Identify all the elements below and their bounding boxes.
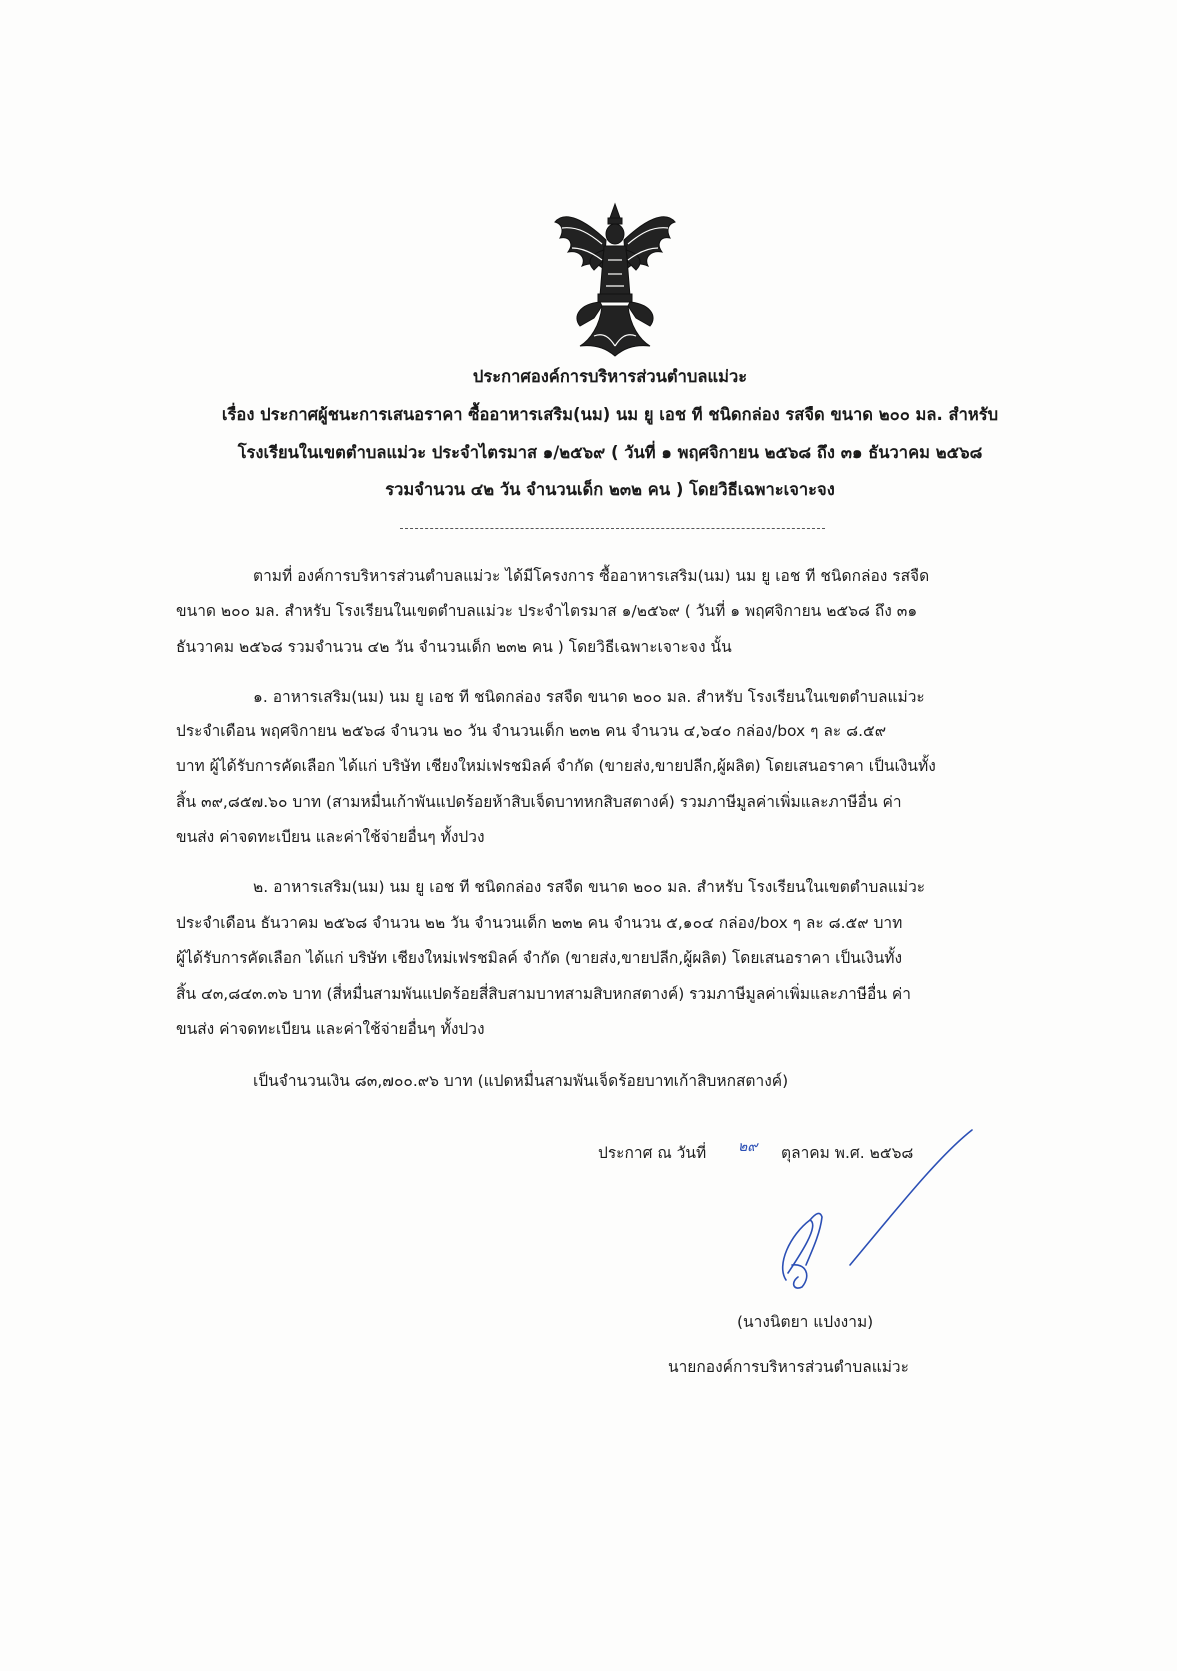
total-amount-line: เป็นจำนวนเงิน ๘๓,๗๐๐.๙๖ บาท (แปดหมื่นสามพันเจ็ดร้อยบาทเก้าสิบหกสตางค์) — [253, 1072, 789, 1090]
item1-line-1: ๑. อาหารเสริม(นม) นม ยู เอช ที ชนิดกล่อง รสจืด ขนาด ๒๐๐ มล. สำหรับ โรงเรียนในเขตตำบลแม่วะ — [253, 688, 925, 706]
item1-line-5: ขนส่ง ค่าจดทะเบียน และค่าใช้จ่ายอื่นๆ ทั้งปวง — [176, 828, 485, 846]
signer-position: นายกองค์การบริหารส่วนตำบลแม่วะ — [668, 1358, 909, 1376]
item2-line-2: ประจำเดือน ธันวาคม ๒๕๖๘ จำนวน ๒๒ วัน จำนวนเด็ก ๒๓๒ คน จำนวน ๕,๑๐๔ กล่อง/box ๆ ละ ๘.๕๙ บาท — [176, 914, 903, 932]
subject-line-3: รวมจำนวน ๔๒ วัน จำนวนเด็ก ๒๓๒ คน ) โดยวิธีเฉพาะเจาะจง — [385, 480, 835, 499]
signer-name: (นางนิตยา แปงงาม) — [737, 1313, 874, 1331]
announce-day: ๒๙ — [738, 1139, 758, 1155]
subject-line-2: โรงเรียนในเขตตำบลแม่วะ ประจำไตรมาส ๑/๒๕๖๙ ( วันที่ ๑ พฤศจิกายน ๒๕๖๘ ถึง ๓๑ ธันวาคม ๒๕๖๘ — [237, 443, 983, 462]
item1-line-2: ประจำเดือน พฤศจิกายน ๒๕๖๘ จำนวน ๒๐ วัน จำนวนเด็ก ๒๓๒ คน จำนวน ๔,๖๔๐ กล่อง/box ๆ ละ ๘.๕๙ — [176, 722, 887, 740]
item2-line-4: สิ้น ๔๓,๘๔๓.๓๖ บาท (สี่หมื่นสามพันแปดร้อยสี่สิบสามบาทสามสิบหกสตางค์) รวมภาษีมูลค่าเพิ่มและภาษีอื่น ค่า — [176, 985, 911, 1003]
intro-line-2: ขนาด ๒๐๐ มล. สำหรับ โรงเรียนในเขตตำบลแม่วะ ประจำไตรมาส ๑/๒๕๖๙ ( วันที่ ๑ พฤศจิกายน ๒๕๖๘ ถึง ๓๑ — [176, 602, 918, 620]
garuda-emblem-icon — [550, 200, 680, 360]
intro-line-3: ธันวาคม ๒๕๖๘ รวมจำนวน ๔๒ วัน จำนวนเด็ก ๒๓๒ คน ) โดยวิธีเฉพาะเจาะจง นั้น — [176, 638, 732, 656]
header-divider — [400, 528, 825, 529]
document-header — [150, 360, 1070, 510]
item1-line-4: สิ้น ๓๙,๘๕๗.๖๐ บาท (สามหมื่นเก้าพันแปดร้อยห้าสิบเจ็ดบาทหกสิบสตางค์) รวมภาษีมูลค่าเพิ่มและภาษีอื่น ค่า — [176, 793, 902, 811]
subject-line-1: เรื่อง ประกาศผู้ชนะการเสนอราคา ซื้ออาหารเสริม(นม) นม ยู เอช ที ชนิดกล่อง รสจืด ขนาด ๒๐๐ มล. สำหรับ — [221, 405, 999, 424]
item2-line-5: ขนส่ง ค่าจดทะเบียน และค่าใช้จ่ายอื่นๆ ทั้งปวง — [176, 1020, 485, 1038]
item1-line-3: บาท ผู้ได้รับการคัดเลือก ได้แก่ บริษัท เชียงใหม่เฟรชมิลค์ จำกัด (ขายส่ง,ขายปลีก,ผู้ผลิต) โดยเสนอราคา เป็นเงินทั้ง — [176, 757, 936, 775]
item2-line-1: ๒. อาหารเสริม(นม) นม ยู เอช ที ชนิดกล่อง รสจืด ขนาด ๒๐๐ มล. สำหรับ โรงเรียนในเขตตำบลแม่วะ — [253, 878, 926, 896]
handwritten-signature-icon — [750, 1115, 990, 1305]
announce-month-year: ตุลาคม พ.ศ. ๒๕๖๘ — [781, 1144, 914, 1162]
announce-prefix: ประกาศ ณ วันที่ — [598, 1144, 707, 1162]
intro-line-1: ตามที่ องค์การบริหารส่วนตำบลแม่วะ ได้มีโครงการ ซื้ออาหารเสริม(นม) นม ยู เอช ที ชนิดกล่อง รสจืด — [253, 567, 930, 585]
org-title: ประกาศองค์การบริหารส่วนตำบลแม่วะ — [472, 367, 748, 386]
item2-line-3: ผู้ได้รับการคัดเลือก ได้แก่ บริษัท เชียงใหม่เฟรชมิลค์ จำกัด (ขายส่ง,ขายปลีก,ผู้ผลิต) โดยเสนอราคา เป็นเงินทั้ง — [176, 949, 903, 967]
